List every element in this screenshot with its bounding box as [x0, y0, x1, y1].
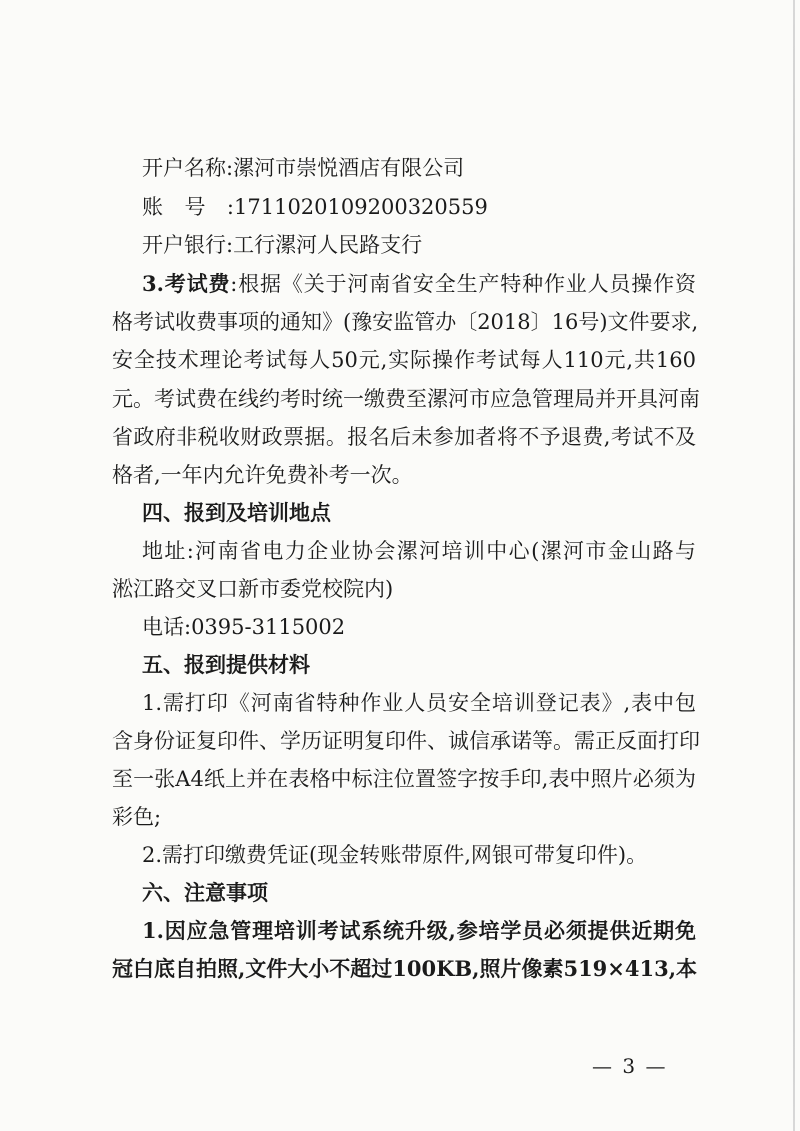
- section-4-title: 四、报到及培训地点: [142, 500, 331, 525]
- exam-fee-line-1-text: :根据《关于河南省安全生产特种作业人员操作资: [230, 272, 696, 296]
- phone-line: 电话:0395-3115002: [142, 615, 346, 639]
- exam-fee-line-1: [142, 270, 696, 298]
- bank-branch-label: 开户银行:: [142, 233, 234, 257]
- materials-item-2: 2.需打印缴费凭证(现金转账带原件,网银可带复印件)。: [142, 843, 648, 867]
- page-number: — 3 —: [592, 1054, 668, 1078]
- notice-item-1-line-1: 1.因应急管理培训考试系统升级,参培学员必须提供近期免: [142, 918, 696, 943]
- account-label: 账号:: [142, 195, 234, 219]
- materials-item-1-line-2: 含身份证复印件、学历证明复印件、诚信承诺等。需正反面打印: [112, 729, 700, 753]
- notice-item-1-line-2: 冠白底自拍照,文件大小不超过100KB,照片像素519×413,本: [112, 956, 698, 981]
- address-line-1: 地址:河南省电力企业协会漯河培训中心(漯河市金山路与: [142, 539, 696, 563]
- exam-fee-line-3: 安全技术理论考试每人50元,实际操作考试每人110元,共160: [112, 348, 696, 372]
- exam-fee-line-2: 格考试收费事项的通知》(豫安监管办〔2018〕16号)文件要求,: [112, 310, 699, 334]
- scan-edge-shadow: [793, 0, 795, 1131]
- exam-fee-line-5: 省政府非税收财政票据。报名后未参加者将不予退费,考试不及: [112, 425, 696, 449]
- account-value: 1711020109200320559: [234, 195, 488, 219]
- materials-item-1-line-3: 至一张A4纸上并在表格中标注位置签字按手印,表中照片必须为: [112, 767, 696, 791]
- exam-fee-line-6: 格者,一年内允许免费补考一次。: [112, 463, 413, 487]
- materials-item-1-line-4: 彩色;: [112, 805, 162, 829]
- bank-name-row: [142, 154, 726, 182]
- section-5-title: 五、报到提供材料: [142, 652, 310, 677]
- section-6-title: 六、注意事项: [142, 880, 268, 905]
- bank-name-label: 开户名称:: [142, 156, 234, 180]
- bank-branch-row: [142, 231, 726, 259]
- bank-branch-value: 工行漯河人民路支行: [233, 233, 423, 257]
- account-row: [142, 193, 726, 221]
- address-line-2: 淞江路交叉口新市委党校院内): [112, 577, 394, 601]
- bank-name-value: 漯河市崇悦酒店有限公司: [233, 156, 465, 180]
- materials-item-1-line-1: 1.需打印《河南省特种作业人员安全培训登记表》,表中包: [142, 691, 696, 715]
- exam-fee-line-4: 元。考试费在线约考时统一缴费至漯河市应急管理局并开具河南: [112, 387, 700, 411]
- exam-fee-heading: 3.考试费: [142, 271, 231, 296]
